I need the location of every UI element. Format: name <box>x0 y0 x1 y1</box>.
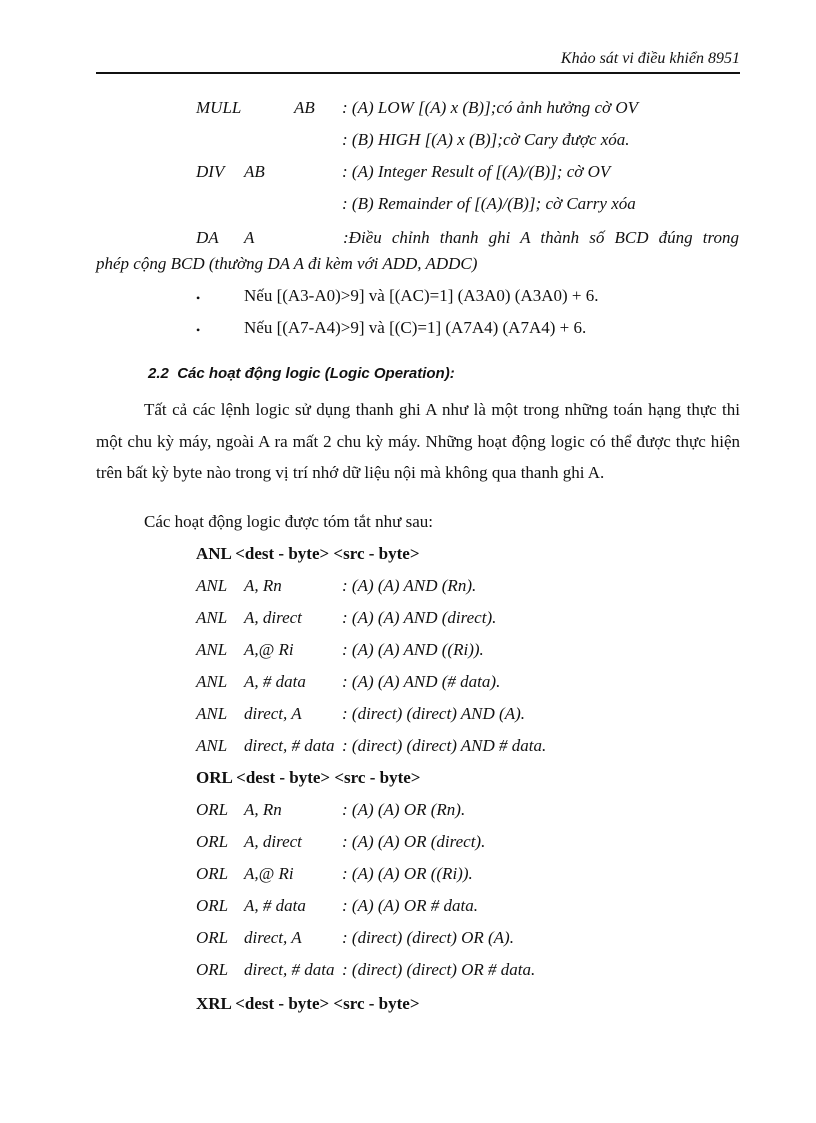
da-continuation: phép cộng BCD (thường DA A đi kèm với ADD, ADDC) <box>96 254 478 273</box>
xrl-heading: XRL <dest - byte> <src - byte> <box>196 994 420 1013</box>
mnemonic: DIV <box>196 162 225 181</box>
operand: direct, # data <box>244 736 335 755</box>
description: : (A) Integer Result of [(A)/(B)]; cờ OV <box>342 162 611 181</box>
bullet-icon: • <box>196 323 201 337</box>
description: : (direct) (direct) OR # data. <box>342 960 536 979</box>
section-title: Các hoạt động logic (Logic Operation): <box>177 365 455 382</box>
bullet-text: Nếu [(A7-A4)>9] và [(C)=1] (A7A4) (A7A4) + 6. <box>244 318 587 337</box>
mnemonic: ORL <box>196 928 229 947</box>
description: : (A) (A) AND (direct). <box>342 608 497 627</box>
description: : (A) (A) OR # data. <box>342 896 478 915</box>
description: : (A) (A) AND (Rn). <box>342 576 477 595</box>
mnemonic: ORL <box>196 864 229 883</box>
section-heading <box>148 364 455 384</box>
paragraph: Tất cả các lệnh logic sử dụng thanh ghi A như là một trong những toán hạng thực thi một chu kỳ máy, ngoài A ra mất 2 chu kỳ máy. Những hoạt động logic có thể được thực hiện trên bất kỳ byte nào trong vị trí nhớ dữ liệu nội mà không qua thanh ghi A. <box>96 400 740 482</box>
mnemonic: ANL <box>196 672 228 691</box>
mnemonic: ANL <box>196 704 228 723</box>
description: : (B) Remainder of [(A)/(B)]; cờ Carry xóa <box>342 194 636 213</box>
description: : (A) (A) AND ((Ri)). <box>342 640 484 659</box>
operand: direct, # data <box>244 960 335 979</box>
description: : (A) LOW [(A) x (B)];có ảnh hưởng cờ OV <box>342 98 639 117</box>
operand: AB <box>294 98 315 117</box>
mnemonic: ORL <box>196 800 229 819</box>
description: : (B) HIGH [(A) x (B)];cờ Cary được xóa. <box>342 130 630 149</box>
orl-heading: ORL <dest - byte> <src - byte> <box>196 768 421 787</box>
operand: A, Rn <box>244 576 282 595</box>
operand: A, Rn <box>244 800 282 819</box>
section-number: 2.2 <box>148 365 169 382</box>
mnemonic: ANL <box>196 736 228 755</box>
mnemonic: ANL <box>196 576 228 595</box>
mnemonic: ORL <box>196 832 229 851</box>
operand: A,@ Ri <box>244 640 294 659</box>
description: : (direct) (direct) AND # data. <box>342 736 547 755</box>
anl-heading: ANL <dest - byte> <src - byte> <box>196 544 420 563</box>
operand: direct, A <box>244 704 302 723</box>
description: : (A) (A) OR ((Ri)). <box>342 864 473 883</box>
mnemonic: MULL <box>196 98 242 117</box>
operand: A, # data <box>244 672 306 691</box>
mnemonic: ORL <box>196 896 229 915</box>
description: : (A) (A) AND (# data). <box>342 672 501 691</box>
description: : (direct) (direct) AND (A). <box>342 704 525 723</box>
mnemonic: ORL <box>196 960 229 979</box>
header-rule <box>96 72 740 74</box>
operand: A <box>244 228 255 247</box>
mnemonic: DA <box>196 228 219 247</box>
da-description: :Điều chỉnh thanh ghi A thành số BCD đúng trong <box>343 228 739 247</box>
description: : (A) (A) OR (Rn). <box>342 800 466 819</box>
bullet-icon: • <box>196 291 201 305</box>
description: : (direct) (direct) OR (A). <box>342 928 514 947</box>
operand: A, # data <box>244 896 306 915</box>
page-header-title: Khảo sát vi điều khiển 8951 <box>560 50 740 67</box>
description: : (A) (A) OR (direct). <box>342 832 486 851</box>
operand: direct, A <box>244 928 302 947</box>
operand: AB <box>244 162 265 181</box>
mnemonic: ANL <box>196 608 228 627</box>
mnemonic: ANL <box>196 640 228 659</box>
paragraph: Các hoạt động logic được tóm tắt như sau: <box>144 512 433 531</box>
bullet-text: Nếu [(A3-A0)>9] và [(AC)=1] (A3A0) (A3A0) + 6. <box>244 286 599 305</box>
operand: A, direct <box>244 832 302 851</box>
operand: A,@ Ri <box>244 864 294 883</box>
operand: A, direct <box>244 608 302 627</box>
